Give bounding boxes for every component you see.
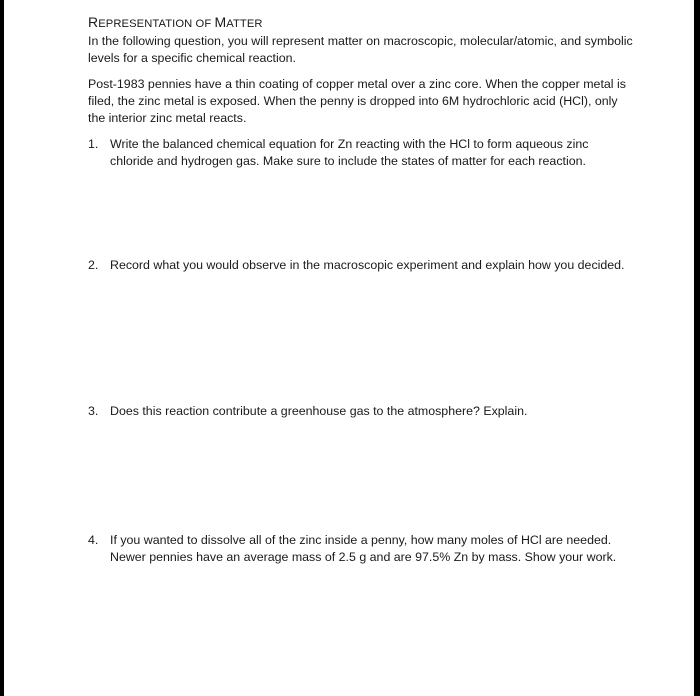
document-page — [4, 0, 694, 696]
question-number: 3. — [88, 404, 99, 418]
title-initial-r: R — [88, 14, 99, 30]
question-text: If you wanted to dissolve all of the zinc inside a penny, how many moles of HCl are needed. Newer pennies have an average mass of 2.5 g and are 97.5% Zn by mass. Show your work. — [110, 533, 617, 564]
question-2 — [88, 257, 633, 274]
document-title — [88, 14, 633, 33]
question-1 — [88, 136, 633, 170]
document-header — [88, 14, 633, 127]
question-text: Write the balanced chemical equation for Zn reacting with the HCl to form aqueous zinc chloride and hydrogen gas. Make sure to include the states of matter for each reaction. — [110, 137, 589, 168]
question-text: Does this reaction contribute a greenhouse gas to the atmosphere? Explain. — [110, 404, 528, 418]
question-text: Record what you would observe in the macroscopic experiment and explain how you decided. — [110, 258, 625, 272]
question-number: 1. — [88, 137, 99, 151]
intro-text: In the following question, you will represent matter on macroscopic, molecular/atomic, and symbolic levels for a specific chemical reaction. — [88, 34, 633, 65]
scenario-paragraph: Post-1983 pennies have a thin coating of copper metal over a zinc core. When the copper metal is filed, the zinc metal is exposed. When the penny is dropped into 6M hydrochloric acid (HCl), only the interior zinc metal reacts. — [88, 77, 626, 125]
title-part-representation: EPRESENTATION OF — [98, 18, 215, 30]
title-initial-m: M — [214, 14, 227, 30]
question-number: 2. — [88, 258, 99, 272]
question-number: 4. — [88, 533, 99, 547]
title-part-matter: ATTER — [226, 18, 263, 30]
question-4 — [88, 532, 633, 566]
question-3 — [88, 403, 633, 420]
